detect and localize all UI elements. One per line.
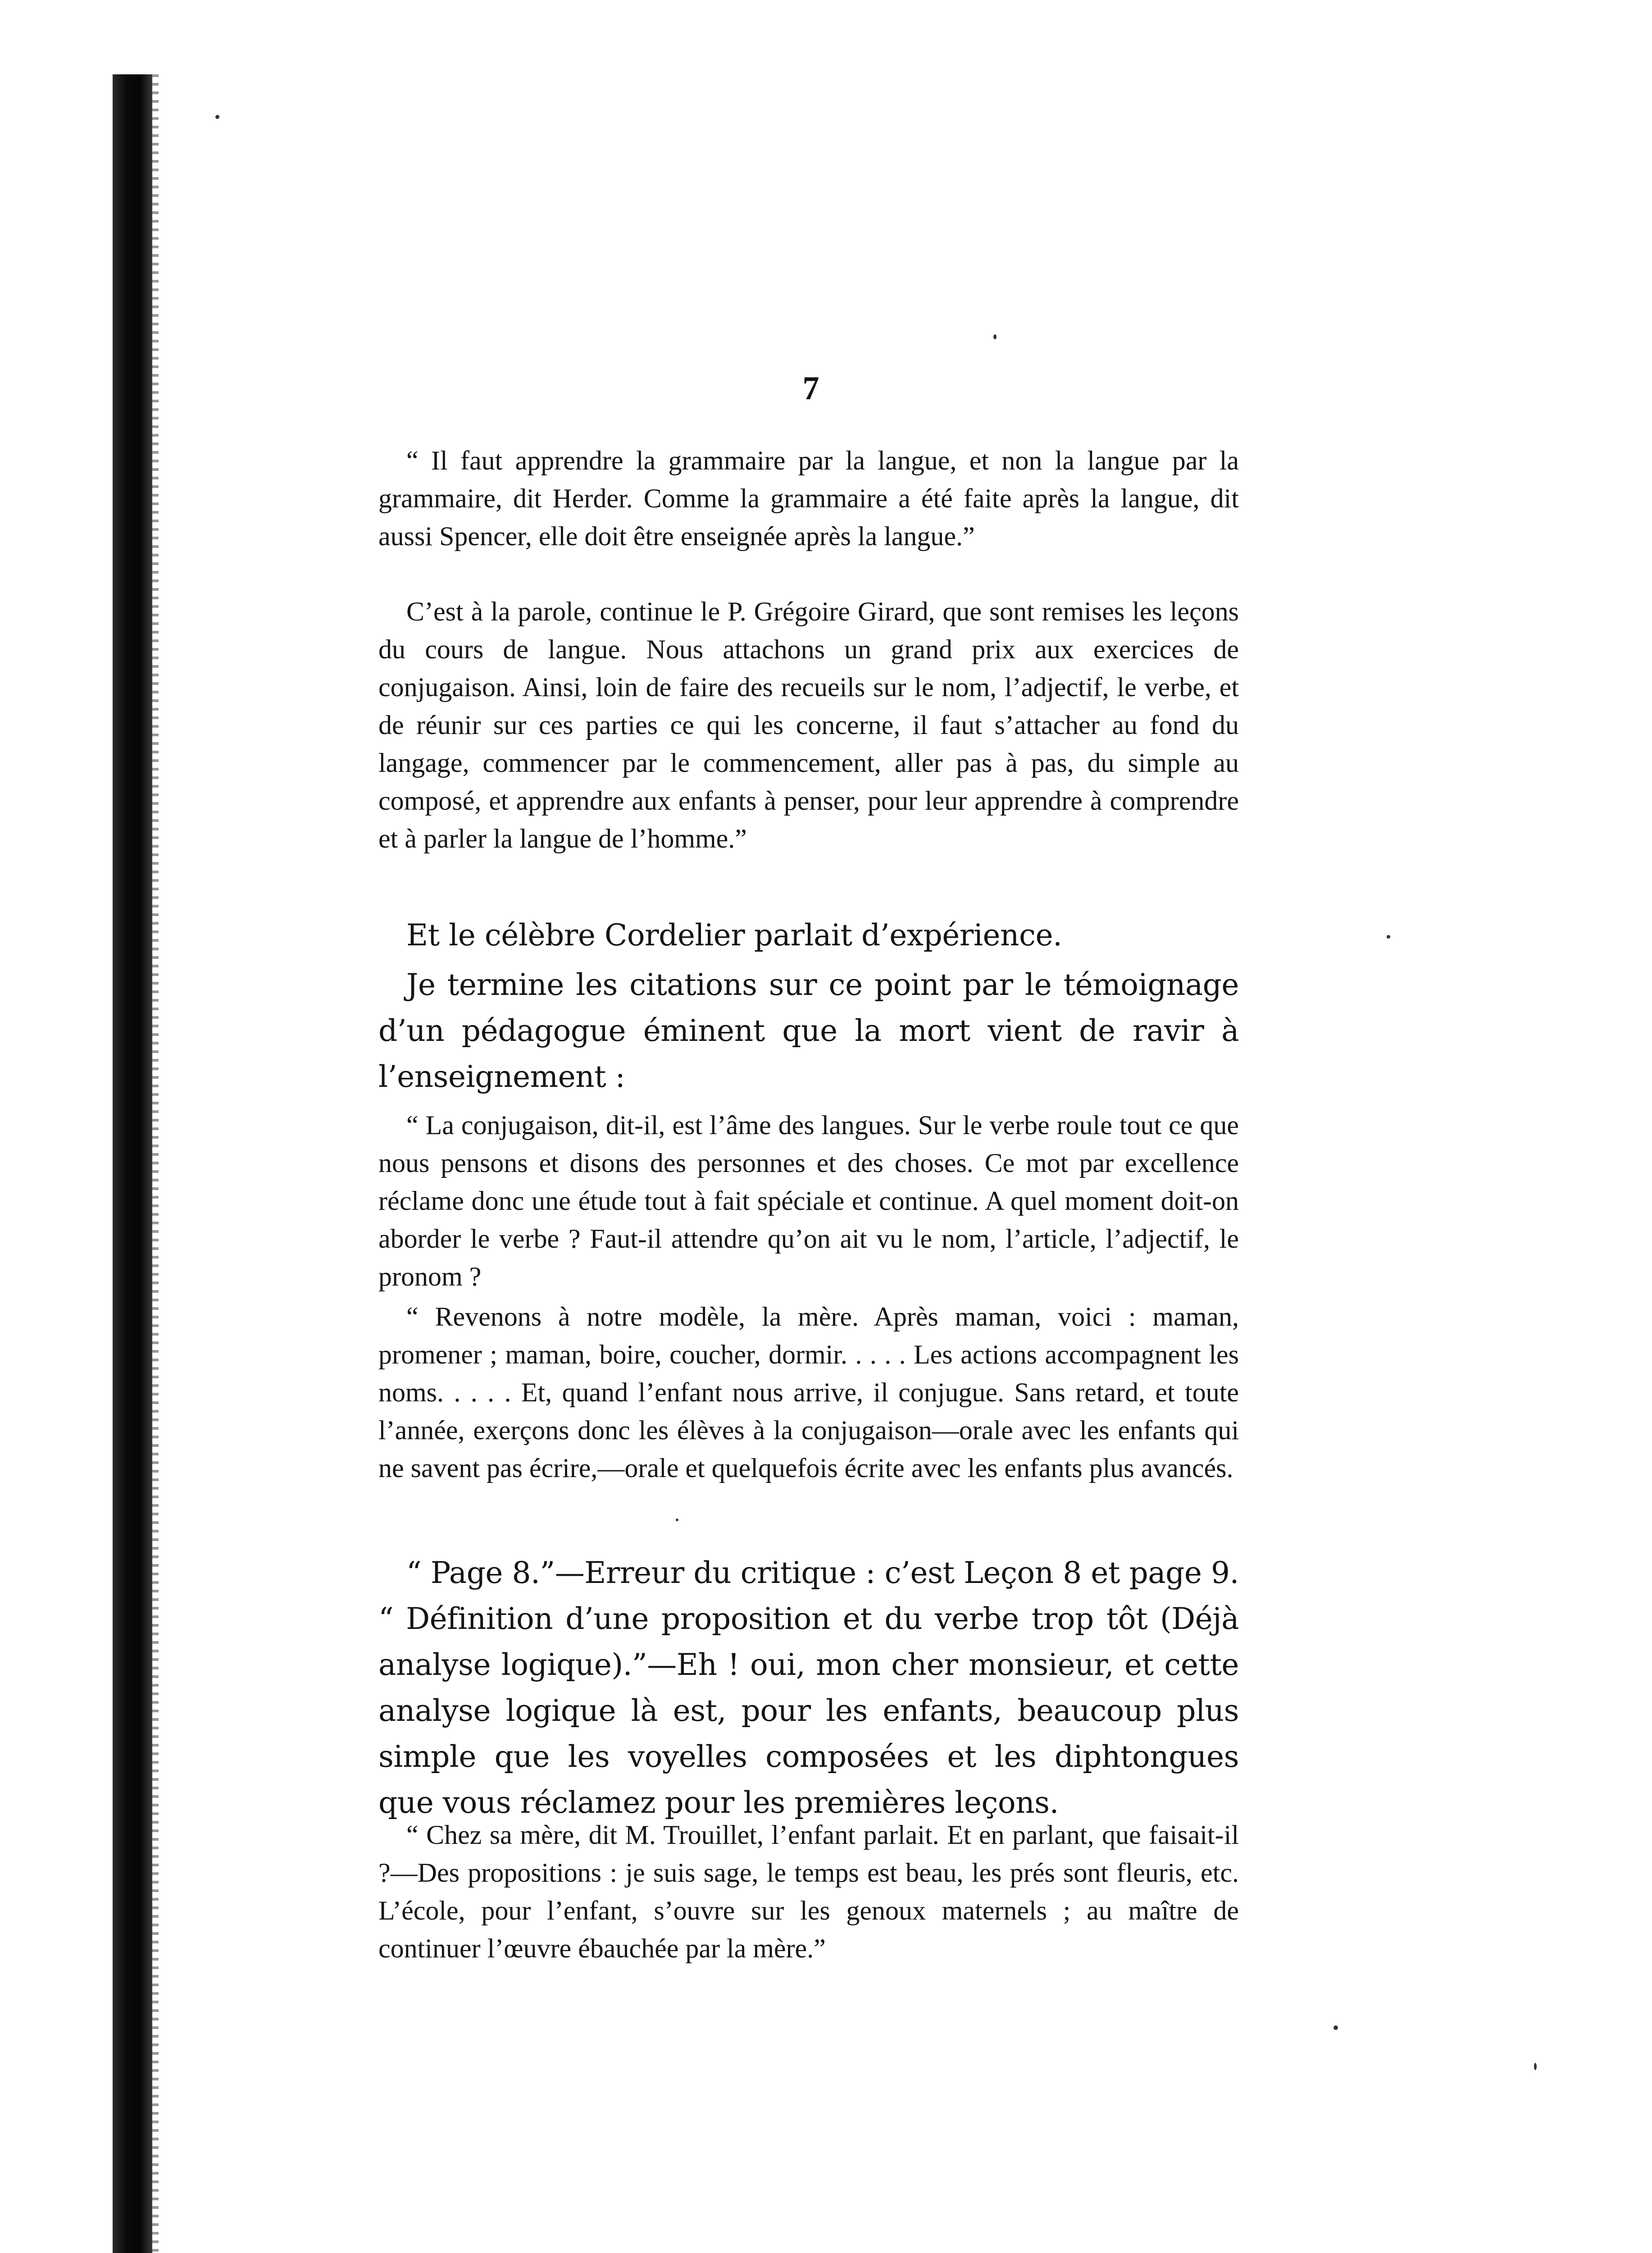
scan-speck — [1387, 935, 1390, 939]
scan-speck — [676, 1519, 678, 1521]
scan-speck — [1534, 2063, 1537, 2070]
modele-mere-quote: “ Revenons à notre modèle, la mère. Après maman, voici : maman, promener ; maman, boire, coucher, dormir. . . . . Les actions accompagnent les noms. . . . . Et, quand l’enfant nous arrive, il conjugue. Sans retard, et toute l’année, exerçons donc les élèves à la conjugaison—orale avec les enfants qui ne savent pas écrire,—orale et quelquefois écrite avec les enfants plus avancés. — [378, 1302, 1239, 1483]
critique-response: “ Page 8.”—Erreur du critique : c’est Leçon 8 et page 9. “ Définition d’une proposition et du verbe trop tôt (Déjà analyse logique).”—Eh ! oui, mon cher monsieur, et cette analyse logique là est, pour les enfants, beaucoup plus simple que les voyelles composées et les diphtongues que vous réclamez pour les premières leçons. — [378, 1555, 1239, 1820]
scan-speck — [993, 334, 997, 339]
trouillet-quote: “ Chez sa mère, dit M. Trouillet, l’enfant parlait. Et en parlant, que faisait-il ?—Des propositions : je suis sage, le temps est beau, les prés sont fleuris, etc. L’école, pour l’enfant, s’ouvre sur les genoux maternels ; au maître de continuer l’œuvre ébauchée par la mère.” — [378, 1820, 1239, 1963]
citation-intro: Je termine les citations sur ce point par le témoignage d’un pédagogue éminent que la mort vient de ravir à l’enseignement : — [378, 967, 1239, 1094]
girard-quote: C’est à la parole, continue le P. Grégoire Girard, que sont remises les leçons du cours de langue. Nous attachons un grand prix aux exercices de conjugaison. Ainsi, loin de faire des recueils sur le nom, l’adjectif, le verbe, et de réunir sur ces parties ce qui les concerne, il faut s’attacher au fond du langage, commencer par le commencement, aller pas à pas, du simple au composé, et apprendre aux enfants à penser, pour leur apprendre à comprendre et à parler la langue de l’homme.” — [378, 597, 1239, 853]
scan-speck — [1333, 2025, 1338, 2030]
scan-speck — [215, 115, 219, 119]
page-number: 7 — [802, 370, 819, 407]
herder-spencer-quote: “ Il faut apprendre la grammaire par la langue, et non la langue par la grammaire, dit Herder. Comme la grammaire a été faite après la langue, dit aussi Spencer, elle doit être enseignée après la langue.” — [378, 446, 1239, 551]
binding-edge — [113, 74, 152, 2253]
cordelier-sentence: Et le célèbre Cordelier parlait d’expérience. — [406, 918, 1062, 953]
conjugaison-quote: “ La conjugaison, dit-il, est l’âme des langues. Sur le verbe roule tout ce que nous pensons et disons des personnes et des choses. Ce mot par excellence réclame donc une étude tout à fait spéciale et continue. A quel moment doit-on aborder le verbe ? Faut-il attendre qu’on ait vu le nom, l’article, l’adjectif, le pronom ? — [378, 1110, 1239, 1291]
